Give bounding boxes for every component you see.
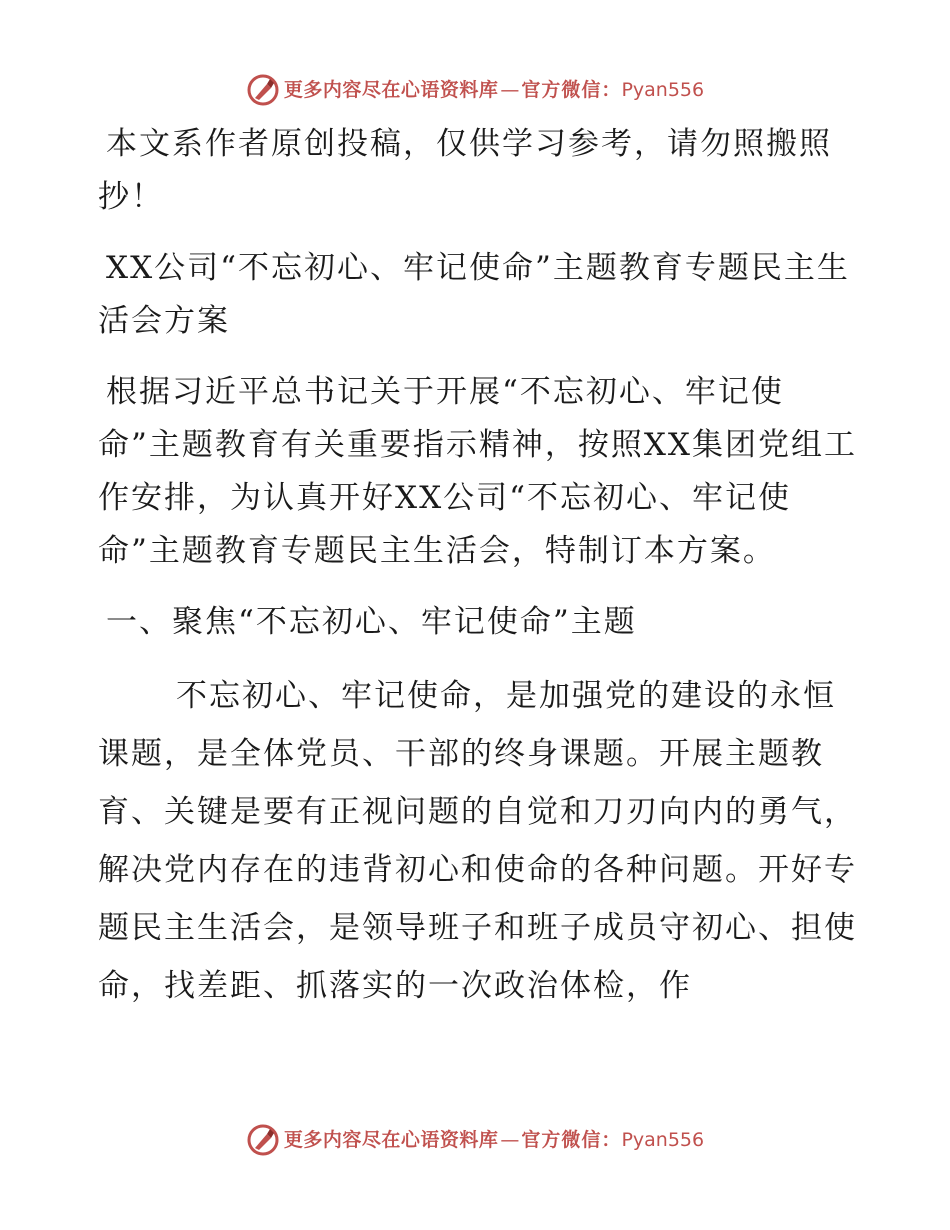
intro-paragraph: 根据习近平总书记关于开展“不忘初心、牢记使命”主题教育有关重要指示精神，按照XX集团党组工作安排，为认真开好XX公司“不忘初心、牢记使命”主题教育专题民主生活会，特制订本方案。	[98, 374, 857, 569]
pen-nib-logo-icon	[246, 73, 280, 107]
copyright-notice: 本文系作者原创投稿，仅供学习参考，请勿照搬照抄！	[98, 126, 832, 215]
banner-wechat-id: Pyan556	[621, 1129, 705, 1151]
pen-nib-logo-icon	[246, 1123, 280, 1157]
banner-wechat-id: Pyan556	[621, 79, 705, 101]
header-watermark-banner	[0, 70, 950, 110]
footer-watermark-banner	[0, 1120, 950, 1160]
section-heading-1: 一、聚焦“不忘初心、牢记使命”主题	[106, 604, 637, 640]
banner-dash: —	[500, 79, 520, 101]
section-1-body: 不忘初心、牢记使命，是加强党的建设的永恒课题，是全体党员、干部的终身课题。开展主题教育、关键是要有正视问题的自觉和刀刃向内的勇气，解决党内存在的违背初心和使命的各种问题。开好专题民主生活会，是领导班子和班子成员守初心、担使命，找差距、抓落实的一次政治体检，作	[98, 678, 857, 1004]
banner-wechat-label: 官方微信：	[521, 79, 622, 101]
banner-main-text: 更多内容尽在心语资料库	[283, 79, 499, 101]
banner-wechat-label: 官方微信：	[521, 1129, 622, 1151]
document-title: XX公司“不忘初心、牢记使命”主题教育专题民主生活会方案	[98, 250, 850, 339]
banner-main-text: 更多内容尽在心语资料库	[283, 1129, 499, 1151]
document-body	[98, 118, 858, 1015]
banner-dash: —	[500, 1129, 520, 1151]
